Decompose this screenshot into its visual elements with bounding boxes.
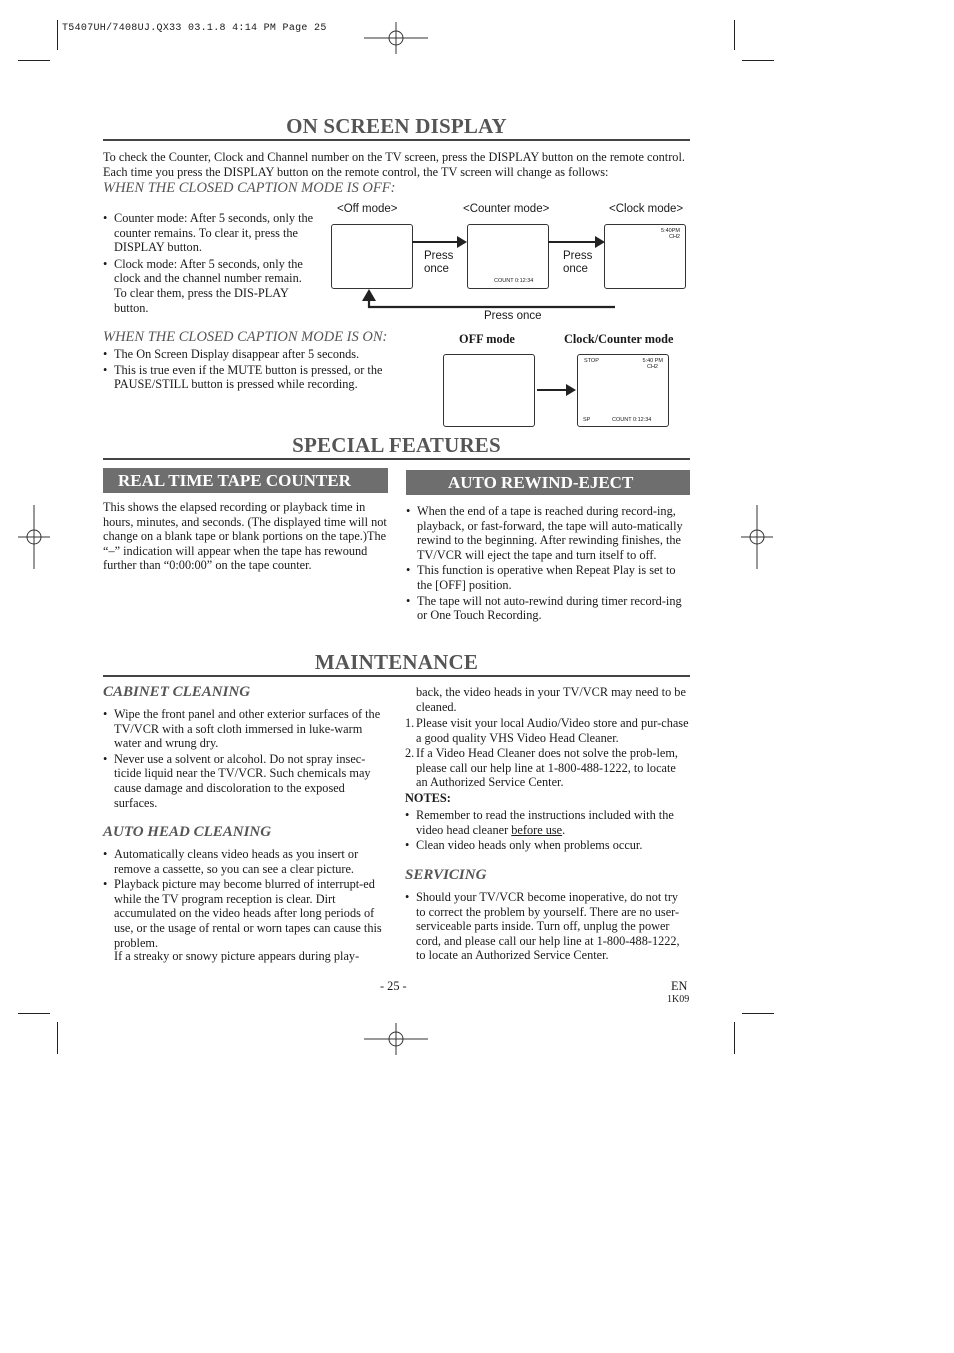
rttc-title: REAL TIME TAPE COUNTER xyxy=(103,468,388,493)
registration-mark-bottom xyxy=(364,1023,428,1055)
label-clock-counter-mode: Clock/Counter mode xyxy=(564,332,674,346)
osd-on-bullets xyxy=(103,347,413,392)
counter-readout: COUNT 0:12:34 xyxy=(494,278,534,284)
registration-mark-right xyxy=(741,505,773,569)
head-bullets xyxy=(103,847,387,950)
registration-mark-top xyxy=(364,22,428,54)
list-item: • Wipe the front panel and other exterior surfaces of the TV/VCR with a soft cloth immersed in luke-warm water and wrung dry. xyxy=(103,707,387,751)
osd-intro: To check the Counter, Clock and Channel number on the TV screen, press the DISPLAY button on the remote control. Each time you press the DISPLAY button on the remote control, the TV screen will change as follows: xyxy=(103,150,685,179)
crop-mark xyxy=(57,1022,58,1054)
list-item: • This function is operative when Repeat Play is set to the [OFF] position. xyxy=(406,563,690,592)
list-item: 1. Please visit your local Audio/Video store and pur-chase a good quality VHS Video Head Cleaner. xyxy=(405,716,689,745)
list-item: • Playback picture may become blurred of interrupt-ed while the TV program reception is clear. Dirt accumulated on the video heads after long periods of use, or the usage of rental or worn tapes can cause this problem. xyxy=(103,877,387,950)
special-title: SPECIAL FEATURES xyxy=(292,433,501,457)
osd-off-bullets xyxy=(103,211,317,315)
notes-label: NOTES: xyxy=(405,791,451,805)
press-once-back-label: Press once xyxy=(484,310,542,322)
registration-mark-left xyxy=(18,505,50,569)
list-item: • This is true even if the MUTE button is pressed, or the PAUSE/STILL button is pressed while recording. xyxy=(103,363,413,392)
list-item: • The tape will not auto-rewind during timer record-ing or One Touch Recording. xyxy=(406,594,690,623)
crop-mark xyxy=(742,60,774,61)
list-item: 2. If a Video Head Cleaner does not solve the prob-lem, please call our help line at 1-800-488-1222, to locate an Authorized Service Center. xyxy=(405,746,678,790)
stop-indicator: STOP xyxy=(584,358,599,364)
document-code: 1K09 xyxy=(667,994,690,1005)
speed-indicator: SP xyxy=(583,417,591,423)
print-slug: T5407UH/7408UJ.QX33 03.1.8 4:14 PM Page 25 xyxy=(62,23,327,34)
press-once-label: Press once xyxy=(424,250,454,275)
channel-readout: CH2 xyxy=(646,364,658,370)
press-once-label: Press once xyxy=(563,250,593,275)
label-counter-mode: <Counter mode> xyxy=(463,203,550,215)
list-item: • Clock mode: After 5 seconds, only the clock and the channel number remain. To clear them, press the DIS-PLAY button. xyxy=(103,257,317,315)
list-item: • The On Screen Display disappear after 5 seconds. xyxy=(103,347,413,362)
right-continued: back, the video heads in your TV/VCR may need to be cleaned. xyxy=(416,685,686,714)
list-item: • Should your TV/VCR become inoperative, do not try to correct the problem by yourself. There are no user-serviceable parts inside. Turn off, unplug the power cord, and please call our help line at 1-800-488-1222, to locate an Authorized Service Center. xyxy=(405,890,690,963)
list-item: • Never use a solvent or alcohol. Do not spray insec-ticide liquid near the TV/VCR. Such chemicals may cause damage and discoloration to the exposed surfaces. xyxy=(103,752,387,810)
maint-title: MAINTENANCE xyxy=(314,650,479,674)
counter-readout: COUNT 0:12:34 xyxy=(612,417,652,423)
list-item: • Clean video heads only when problems occur. xyxy=(405,838,689,853)
rttc-text: This shows the elapsed recording or playback time in hours, minutes, and seconds. (The displayed time will not change on a blank tape or blank portions on the tape.)The “–” indication will appear when the tape has rewound further than “0:00:00” on the tape counter. xyxy=(103,500,387,573)
screen-clock-mode xyxy=(604,224,686,289)
cabinet-bullets xyxy=(103,707,387,810)
clock-readout: 5:40PM xyxy=(661,228,680,234)
servicing-heading: SERVICING xyxy=(405,867,487,883)
crop-mark xyxy=(18,1013,50,1014)
diagram2-arrow xyxy=(537,383,577,397)
are-title: AUTO REWIND-EJECT xyxy=(406,470,690,495)
osd-rule xyxy=(103,139,690,141)
clock-readout: 5:40 PM xyxy=(642,358,663,364)
label-off-mode-2: OFF mode xyxy=(459,332,515,346)
osd-on-heading: WHEN THE CLOSED CAPTION MODE IS ON: xyxy=(103,329,388,345)
special-rule xyxy=(103,458,690,460)
osd-title: ON SCREEN DISPLAY xyxy=(286,114,507,138)
crop-mark xyxy=(734,1022,735,1054)
maint-rule xyxy=(103,675,690,677)
screen-off-mode-2 xyxy=(443,354,535,427)
list-item: • When the end of a tape is reached during record-ing, playback, or fast-forward, the tape will auto-matically rewind to the beginning. After rewinding finishes, the TV/VCR will eject the tape and turn itself to off. xyxy=(406,504,690,562)
screen-clock-counter-mode xyxy=(577,354,669,427)
channel-readout: CH2 xyxy=(668,234,680,240)
osd-off-heading: WHEN THE CLOSED CAPTION MODE IS OFF: xyxy=(103,180,396,196)
label-off-mode: <Off mode> xyxy=(337,203,398,215)
cabinet-heading: CABINET CLEANING xyxy=(103,684,251,700)
crop-mark xyxy=(18,60,50,61)
crop-mark xyxy=(734,20,735,50)
label-clock-mode: <Clock mode> xyxy=(609,203,684,215)
servicing-bullets xyxy=(405,890,690,963)
page-number: - 25 - xyxy=(380,979,407,993)
crop-mark xyxy=(742,1013,774,1014)
head-continued: If a streaky or snowy picture appears during play- xyxy=(114,949,360,963)
notes-bullets xyxy=(405,808,689,853)
are-bullets xyxy=(406,504,690,623)
crop-mark xyxy=(57,20,58,50)
head-heading: AUTO HEAD CLEANING xyxy=(103,824,272,840)
list-item: • Automatically cleans video heads as you insert or remove a cassette, so you can see a clear picture. xyxy=(103,847,387,876)
language-code: EN xyxy=(671,979,688,993)
list-item: • Counter mode: After 5 seconds, only the counter remains. To clear it, press the DISPLAY button. xyxy=(103,211,317,255)
cleaning-steps xyxy=(405,716,689,790)
list-item: • Remember to read the instructions included with the video head cleaner before use. xyxy=(405,808,689,837)
